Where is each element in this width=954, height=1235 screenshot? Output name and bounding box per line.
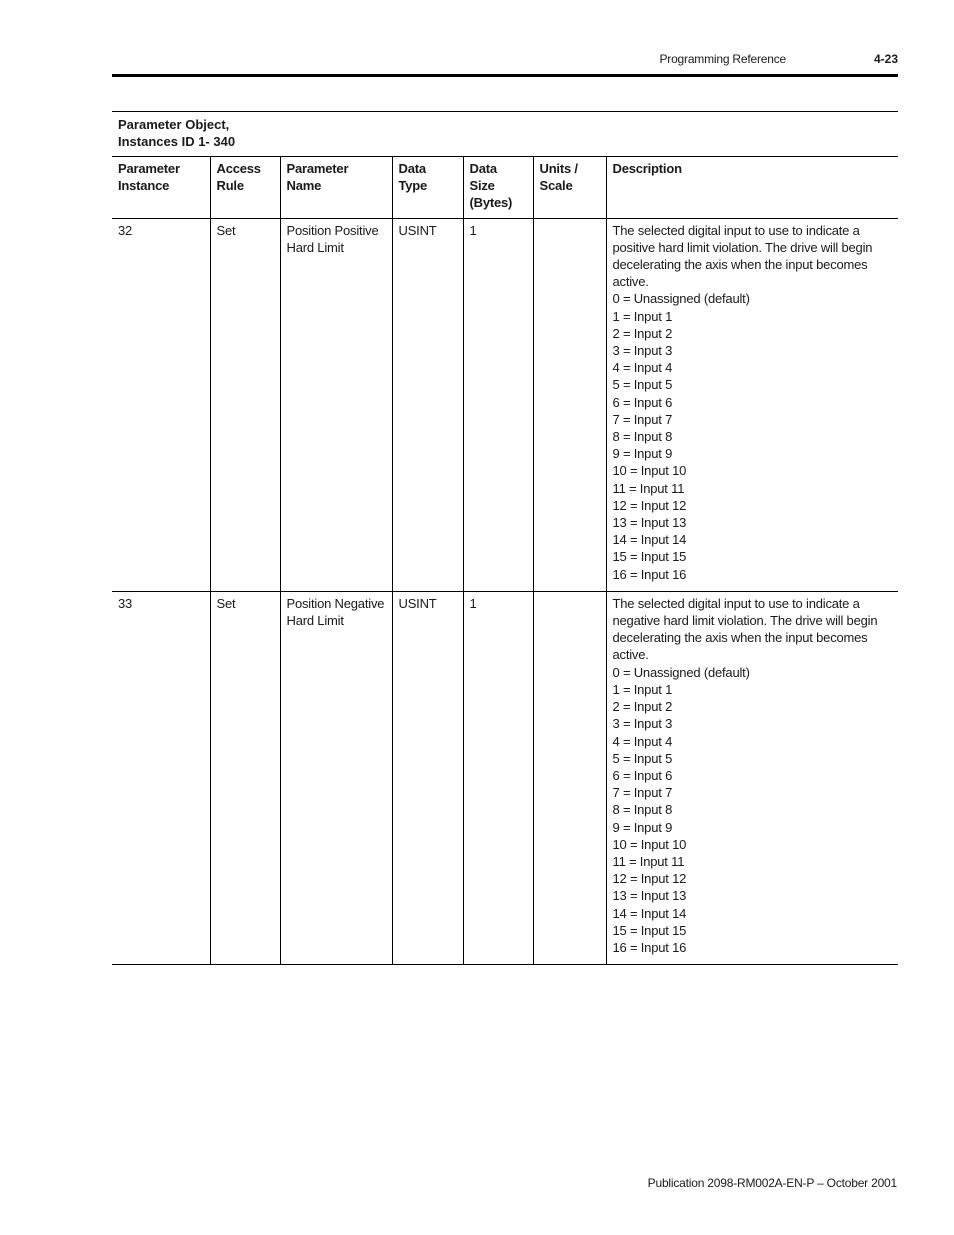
description-option: 9 = Input 9 — [612, 819, 673, 835]
description-text: The selected digital input to use to indicate a positive hard limit violation. The drive will begin decelerating the axis when the input becomes active. — [612, 222, 873, 290]
description-option: 10 = Input 10 — [612, 463, 687, 479]
description-option: 3 = Input 3 — [612, 343, 673, 359]
cell-parameter-instance: 33 — [112, 591, 210, 964]
description-option: 4 = Input 4 — [612, 360, 673, 376]
description-option: 11 = Input 11 — [612, 480, 685, 496]
table-caption-line-1: Parameter Object, — [118, 117, 230, 132]
table-row — [112, 218, 898, 591]
description-option: 9 = Input 9 — [612, 446, 673, 462]
table-caption-line-2: Instances ID 1- 340 — [118, 134, 236, 149]
cell-access-rule: Set — [210, 218, 280, 591]
cell-parameter-name: Position Negative Hard Limit — [280, 591, 392, 964]
cell-data-size: 1 — [463, 591, 533, 964]
cell-units-scale — [533, 591, 606, 964]
cell-data-type: USINT — [392, 218, 463, 591]
column-header-data-size: Data Size (Bytes) — [463, 157, 533, 218]
description-option: 1 = Input 1 — [612, 308, 673, 324]
parameter-table-section — [112, 111, 898, 965]
description-option: 13 = Input 13 — [612, 515, 687, 531]
description-option: 14 = Input 14 — [612, 532, 687, 548]
description-option: 11 = Input 11 — [612, 853, 685, 869]
description-option: 4 = Input 4 — [612, 733, 673, 749]
page-number: 4-23 — [873, 52, 898, 66]
description-option: 2 = Input 2 — [612, 325, 673, 341]
description-option: 12 = Input 12 — [612, 871, 687, 887]
column-header-data-type: Data Type — [392, 157, 463, 218]
description-option: 6 = Input 6 — [612, 767, 673, 783]
description-option: 13 = Input 13 — [612, 888, 687, 904]
column-header-description: Description — [606, 157, 898, 218]
description-option: 8 = Input 8 — [612, 429, 673, 445]
cell-description — [606, 218, 898, 591]
description-option: 16 = Input 16 — [612, 566, 687, 582]
description-option: 7 = Input 7 — [612, 785, 673, 801]
description-text: The selected digital input to use to indicate a negative hard limit violation. The drive will begin decelerating the axis when the input becomes active. — [612, 595, 878, 663]
description-option: 8 = Input 8 — [612, 802, 673, 818]
description-option: 14 = Input 14 — [612, 905, 687, 921]
description-option: 5 = Input 5 — [612, 377, 673, 393]
table-header-row — [112, 157, 898, 218]
cell-description — [606, 591, 898, 964]
description-option: 16 = Input 16 — [612, 939, 687, 955]
description-option: 5 = Input 5 — [612, 750, 673, 766]
column-header-units-scale: Units / Scale — [533, 157, 606, 218]
description-option: 0 = Unassigned (default) — [612, 664, 750, 680]
cell-data-size: 1 — [463, 218, 533, 591]
description-option: 0 = Unassigned (default) — [612, 291, 750, 307]
column-header-access-rule: Access Rule — [210, 157, 280, 218]
description-option: 3 = Input 3 — [612, 716, 673, 732]
table-row — [112, 591, 898, 964]
table-caption — [112, 112, 898, 157]
header-rule — [112, 74, 898, 77]
description-option: 1 = Input 1 — [612, 681, 673, 697]
cell-units-scale — [533, 218, 606, 591]
description-option: 6 = Input 6 — [612, 394, 673, 410]
cell-parameter-name: Position Positive Hard Limit — [280, 218, 392, 591]
column-header-parameter-name: Parameter Name — [280, 157, 392, 218]
running-header-title: Programming Reference — [659, 52, 786, 66]
description-option: 15 = Input 15 — [612, 549, 687, 565]
cell-access-rule: Set — [210, 591, 280, 964]
description-option: 10 = Input 10 — [612, 836, 687, 852]
description-option: 12 = Input 12 — [612, 497, 687, 513]
description-option: 15 = Input 15 — [612, 922, 687, 938]
cell-data-type: USINT — [392, 591, 463, 964]
cell-parameter-instance: 32 — [112, 218, 210, 591]
description-option: 2 = Input 2 — [612, 699, 673, 715]
parameter-table — [112, 157, 898, 965]
description-option: 7 = Input 7 — [612, 411, 673, 427]
publication-footer: Publication 2098-RM002A-EN-P – October 2001 — [647, 1176, 897, 1190]
column-header-parameter-instance: Parameter Instance — [112, 157, 210, 218]
